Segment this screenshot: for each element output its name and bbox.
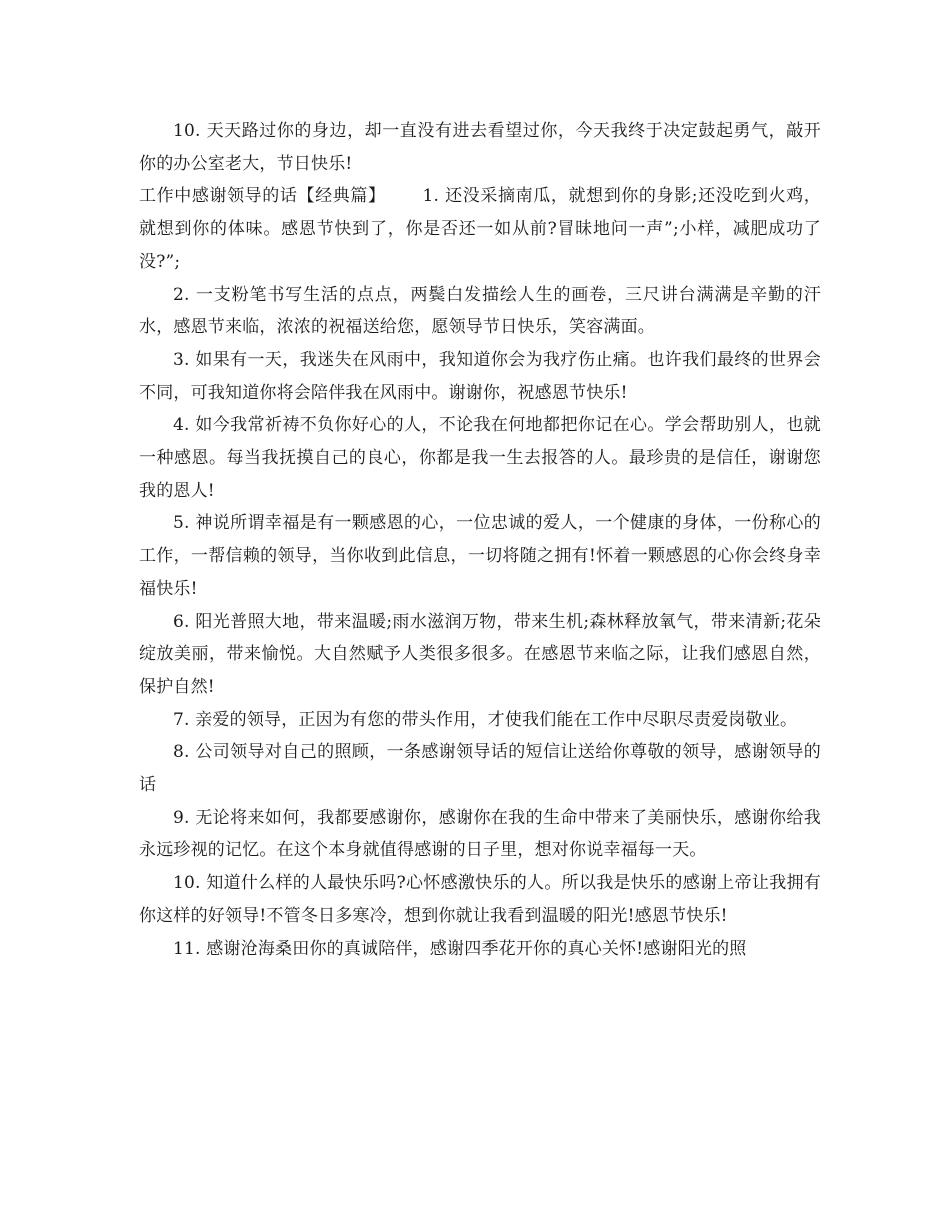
paragraph-9: 9. 无论将来如何，我都要感谢你，感谢你在我的生命中带来了美丽快乐，感谢你给我永远珍视的记忆。在这个本身就值得感谢的日子里，想对你说幸福每一天。: [139, 807, 821, 861]
paragraph-10-second: 10. 知道什么样的人最快乐吗?心怀感激快乐的人。所以我是快乐的感谢上帝让我拥有你这样的好领导!不管冬日多寒冷，想到你就让我看到温暖的阳光!感恩节快乐!: [139, 873, 821, 926]
paragraph-5: 5. 神说所谓幸福是有一颗感恩的心，一位忠诚的爱人，一个健康的身体，一份称心的工作，一帮信赖的领导，当你收到此信息，一切将随之拥有!怀着一颗感恩的心你会终身幸福快乐!: [139, 513, 821, 599]
paragraph-6: 6. 阳光普照大地，带来温暖;雨水滋润万物，带来生机;森林释放氧气，带来清新;花朵绽放美丽，带来愉悦。大自然赋予人类很多很多。在感恩节来临之际，让我们感恩自然，保护自然!: [139, 611, 821, 697]
paragraph-2: 2. 一支粉笔书写生活的点点，两鬓白发描绘人生的画卷，三尺讲台满满是辛勤的汗水，感恩节来临，浓浓的祝福送给您，愿领导节日快乐，笑容满面。: [139, 284, 821, 338]
paragraph-1-with-heading: [139, 180, 821, 278]
section-heading: 工作中感谢领导的话【经典篇】: [139, 186, 378, 207]
paragraph-4: 4. 如今我常祈祷不负你好心的人，不论我在何地都把你记在心。学会帮助别人，也就一种感恩。每当我抚摸自己的良心，你都是我一生去报答的人。最珍贵的是信任，谢谢您我的恩人!: [139, 415, 821, 501]
document-body: [139, 115, 821, 965]
paragraph-8: 8. 公司领导对自己的照顾，一条感谢领导话的短信让送给你尊敬的领导，感谢领导的话: [139, 742, 821, 796]
paragraph-10-first: 10. 天天路过你的身边，却一直没有进去看望过你，今天我终于决定鼓起勇气，敲开你的办公室老大，节日快乐!: [139, 121, 821, 174]
paragraph-11: 11. 感谢沧海桑田你的真诚陪伴，感谢四季花开你的真心关怀!感谢阳光的照: [173, 938, 747, 959]
paragraph-1-text: 1. 还没采摘南瓜，就想到你的身影;还没吃到火鸡，就想到你的体味。感恩节快到了，你是否还一如从前?冒昧地问一声”;小样，减肥成功了没?”;: [139, 186, 821, 272]
paragraph-7: 7. 亲爱的领导，正因为有您的带头作用，才使我们能在工作中尽职尽责爱岗敬业。: [173, 709, 798, 730]
paragraph-3: 3. 如果有一天，我迷失在风雨中，我知道你会为我疗伤止痛。也许我们最终的世界会不同，可我知道你将会陪伴我在风雨中。谢谢你，祝感恩节快乐!: [139, 349, 821, 403]
